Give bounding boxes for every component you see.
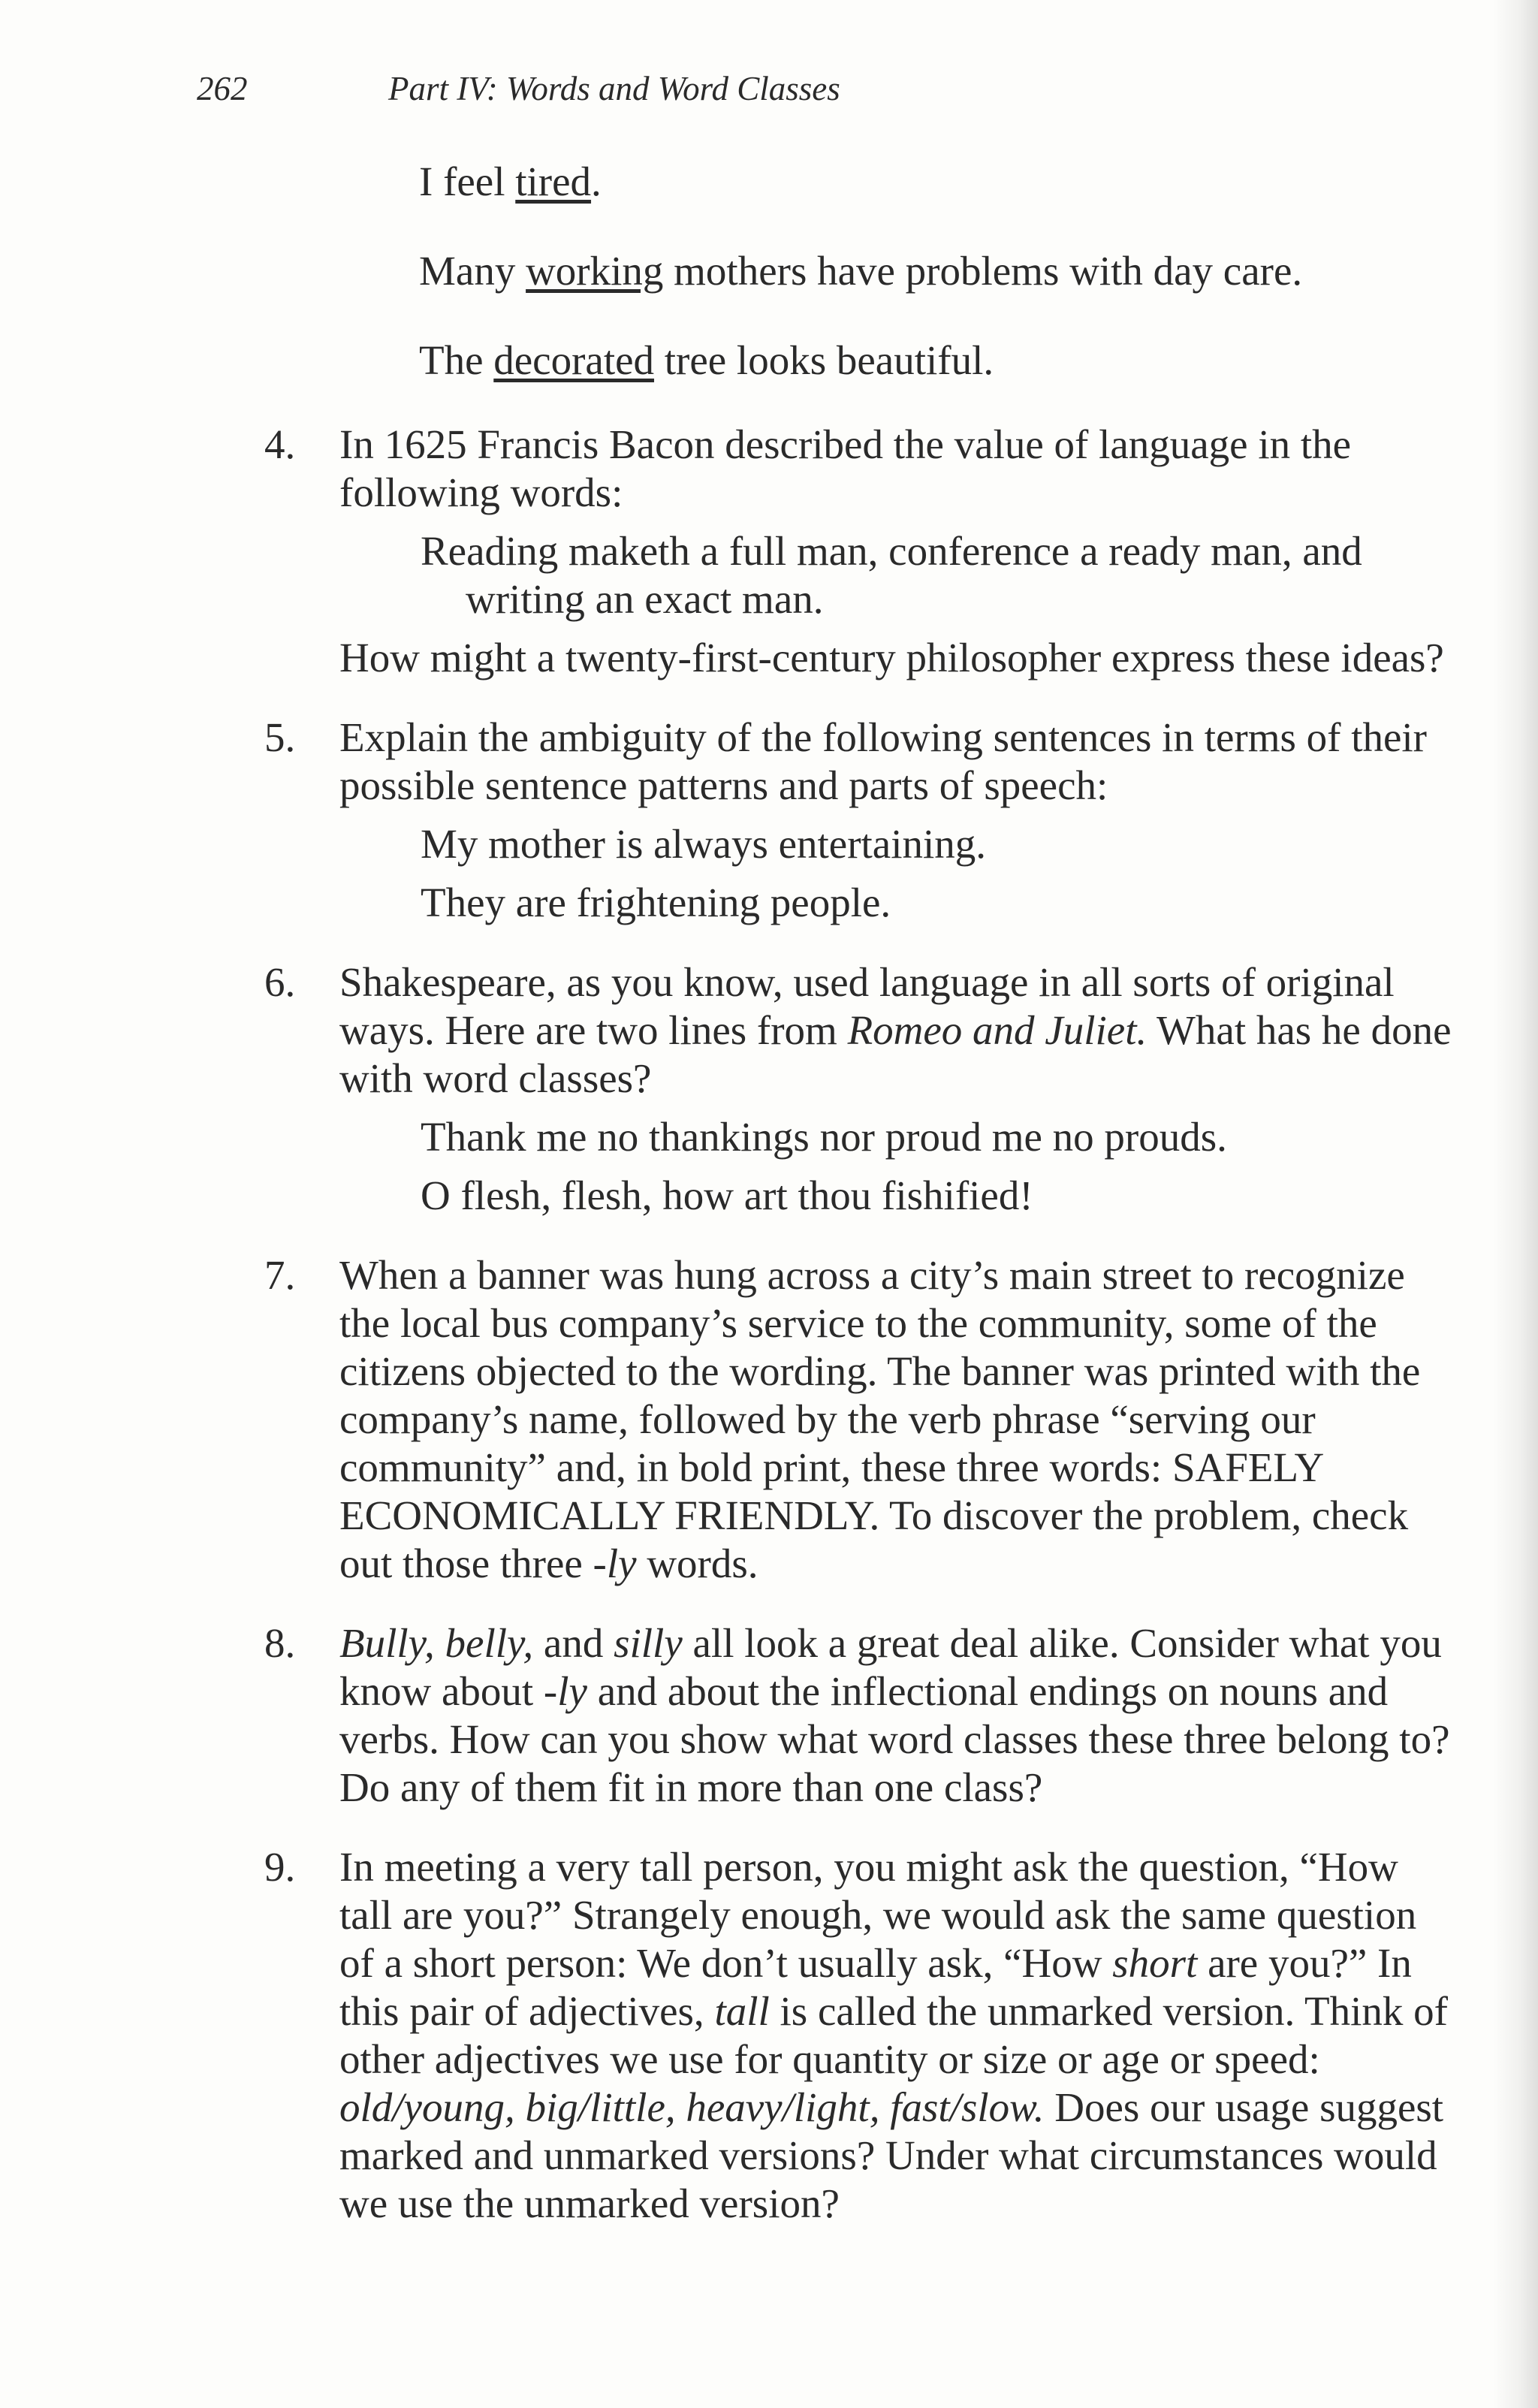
example-sentence: The decorated tree looks beautiful.	[419, 337, 994, 383]
italic-suffix: -ly	[593, 1540, 637, 1586]
example-line: O flesh, flesh, how art thou fishified!	[421, 1172, 1033, 1218]
question-text: Explain the ambiguity of the following sentences in terms of their possible sentence patterns and parts of speech:	[339, 714, 1427, 808]
question-number: 9.	[264, 1844, 296, 1890]
question-number: 6.	[264, 959, 296, 1005]
example-sentence: My mother is always entertaining.	[421, 821, 987, 867]
question-number: 7.	[264, 1252, 296, 1298]
underlined-word: decorated	[493, 337, 655, 383]
page-edge-shadow	[1493, 0, 1538, 2408]
question-number: 8.	[264, 1620, 296, 1666]
question-number: 4.	[264, 421, 296, 467]
italic-word: silly	[614, 1620, 683, 1666]
question-text: Shakespeare, as you know, used language in all sorts of original ways. Here are two lines from Romeo and Juliet. What has he done with word classes?	[339, 959, 1452, 1101]
example-line: Thank me no thankings nor proud me no prouds.	[421, 1114, 1227, 1160]
question-text: In 1625 Francis Bacon described the value of language in the following words:	[339, 421, 1352, 515]
running-title: Part IV: Words and Word Classes	[388, 70, 840, 107]
underlined-word: tired	[515, 158, 592, 204]
question-4	[239, 421, 1455, 682]
question-text: In meeting a very tall person, you might ask the question, “How tall are you?” Strangely enough, we would ask the same question of a short person: We don’t usually ask, “How short are you?” In this pair of adjectives, tall is called the unmarked version. Think of other adjectives we use for quantity or size or age or speed: old/young, big/little, heavy/light, fast/slow. Does our usage suggest marked and unmarked versions? Under what circumstances would we use the unmarked version?	[339, 1844, 1448, 2226]
running-header	[197, 69, 840, 108]
italic-suffix: -ly	[543, 1668, 587, 1714]
example-sentences	[239, 158, 1455, 385]
italic-word: tall	[714, 1988, 770, 2034]
italic-word: Bully,	[339, 1620, 435, 1666]
example-sentence: Many working mothers have problems with day care.	[419, 248, 1303, 294]
question-list	[239, 421, 1455, 2228]
italic-adjective-pairs: old/young, big/little, heavy/light, fast/slow.	[339, 2084, 1045, 2130]
question-text: When a banner was hung across a city’s main street to recognize the local bus company’s service to the community, some of the citizens objected to the wording. The banner was printed with the company’s name, followed by the verb phrase “serving our community” and, in bold print, these three words: SAFELY ECONOMICALLY FRIENDLY. To discover the problem, check out those three -ly words.	[339, 1252, 1421, 1586]
play-title: Romeo and Juliet.	[847, 1007, 1147, 1053]
underlined-word: working	[526, 248, 664, 294]
question-7	[239, 1251, 1455, 1588]
question-6	[239, 958, 1455, 1220]
example-sentence: I feel tired.	[419, 158, 602, 204]
question-5	[239, 714, 1455, 927]
example-sentence: They are frightening people.	[421, 880, 891, 925]
page-content	[239, 158, 1455, 2259]
question-number: 5.	[264, 714, 296, 760]
question-followup: How might a twenty-first-century philosopher express these ideas?	[339, 635, 1444, 680]
page-number: 262	[197, 70, 248, 107]
block-quote: Reading maketh a full man, conference a ready man, and writing an exact man.	[421, 528, 1362, 622]
question-text: Bully, belly, and silly all look a great deal alike. Consider what you know about -ly and about the inflectional endings on nouns and verbs. How can you show what word classes these three belong to? Do any of them fit in more than one class?	[339, 1620, 1450, 1810]
italic-word: belly,	[445, 1620, 534, 1666]
question-9	[239, 1843, 1455, 2228]
italic-word: short	[1112, 1940, 1198, 1986]
question-8	[239, 1619, 1455, 1812]
